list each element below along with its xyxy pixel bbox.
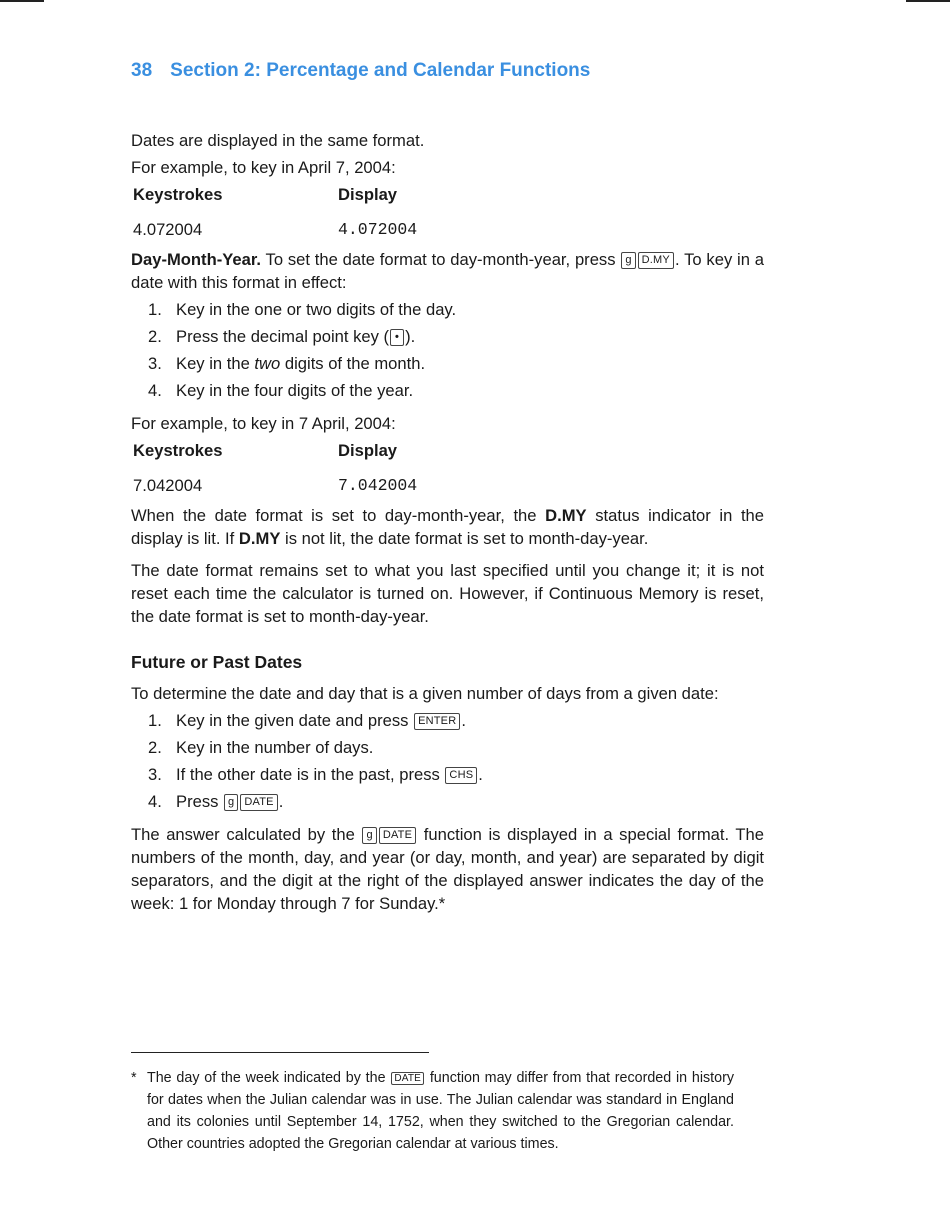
date-key-icon: DATE: [379, 827, 416, 844]
table-header-display: Display: [338, 441, 398, 460]
steps-list-dmy: [131, 298, 764, 406]
steps-list-future: [131, 709, 764, 817]
g-key-icon: g: [362, 827, 376, 844]
date-key-icon: DATE: [240, 794, 277, 811]
list-item: [131, 790, 764, 817]
chs-key-icon: CHS: [445, 767, 477, 784]
text-run: The day of the week indicated by the: [147, 1070, 391, 1086]
list-text: Key in the one or two digits of the day.: [176, 300, 457, 319]
list-number: 1.: [148, 300, 162, 319]
enter-key-icon: ENTER: [414, 713, 460, 730]
list-text: Key in the given date and press: [176, 711, 414, 730]
paragraph-determine-date: To determine the date and day that is a given number of days from a given date:: [131, 684, 719, 703]
keystrokes-table-2: [133, 439, 417, 497]
text-run: is not lit, the date format is set to month-day-year.: [280, 529, 649, 548]
dmy-indicator-label: D.MY: [545, 506, 587, 525]
page-header: [131, 58, 590, 84]
keystrokes-table-1: [133, 183, 417, 241]
dmy-key-icon: D.MY: [638, 252, 674, 269]
date-key-icon: DATE: [391, 1072, 424, 1085]
g-key-icon: g: [621, 252, 635, 269]
g-key-icon: g: [224, 794, 238, 811]
list-number: 4.: [148, 792, 162, 811]
decimal-point-key-icon: •: [390, 329, 404, 346]
list-item: [131, 379, 764, 406]
table-cell-display: 4.072004: [338, 220, 418, 239]
table-cell-display: 7.042004: [338, 476, 418, 495]
list-number: 3.: [148, 354, 162, 373]
dmy-text-2: . To key in a date with this format in effect:: [131, 250, 764, 292]
table-header-display: Display: [338, 185, 398, 204]
list-text: Press: [176, 792, 224, 811]
footnote-marker: *: [438, 894, 446, 913]
list-number: 2.: [148, 327, 162, 346]
list-item: [131, 709, 764, 736]
list-number: 3.: [148, 765, 162, 784]
list-text: Key in the number of days.: [176, 738, 374, 757]
footnote: [131, 1067, 734, 1155]
crop-mark-right: [906, 0, 950, 2]
page-number: 38: [131, 60, 153, 81]
table-header-keystrokes: Keystrokes: [133, 185, 223, 204]
list-item: [131, 736, 764, 763]
text-run: When the date format is set to day-month-year, the: [131, 506, 546, 525]
text-run: status indicator in the display is lit. If: [131, 506, 765, 548]
list-number: 1.: [148, 711, 162, 730]
list-text: If the other date is in the past, press: [176, 765, 445, 784]
paragraph-dates-format: Dates are displayed in the same format.: [131, 131, 425, 150]
list-text: ).: [405, 327, 416, 346]
list-text: digits of the month.: [280, 354, 426, 373]
list-number: 2.: [148, 738, 162, 757]
section-title: Section 2: Percentage and Calendar Functions: [170, 60, 591, 81]
footnote-star: *: [131, 1070, 137, 1086]
section-heading-future-past: Future or Past Dates: [131, 652, 303, 672]
text-run: function is displayed in a special format. The numbers of the month, day, and year (or day, month, and year) are separated by digit separators, and the digit at the right of the displayed answer indicates the day of the week: 1 for Monday through 7 for Sunday.: [131, 825, 765, 913]
list-item: [131, 298, 764, 325]
page-body: [131, 129, 764, 924]
list-text: .: [461, 711, 466, 730]
footnote-divider: [131, 1052, 429, 1053]
paragraph-day-month-year: [131, 248, 764, 294]
list-text: Key in the four digits of the year.: [176, 381, 414, 400]
footnote-text: [131, 1067, 734, 1155]
text-run: The answer calculated by the: [131, 825, 362, 844]
dmy-text-1: To set the date format to day-month-year, press: [261, 250, 621, 269]
table-cell-keystroke: 4.072004: [133, 220, 203, 239]
paragraph-example-april: For example, to key in April 7, 2004:: [131, 158, 396, 177]
table-cell-keystroke: 7.042004: [133, 476, 203, 495]
list-text: Key in the: [176, 354, 255, 373]
paragraph-dmy-indicator: [131, 504, 764, 550]
paragraph-example-7-april: For example, to key in 7 April, 2004:: [131, 414, 396, 433]
emphasis-two: two: [254, 354, 281, 373]
list-text: .: [478, 765, 483, 784]
dmy-indicator-label: D.MY: [238, 529, 281, 548]
dmy-heading: Day-Month-Year.: [131, 250, 262, 269]
crop-mark-left: [0, 0, 44, 2]
list-item: [131, 352, 764, 379]
paragraph-format-remains: The date format remains set to what you last specified until you change it; it is not reset each time the calculator is turned on. However, if Continuous Memory is reset, the date format is set to month-day-year.: [131, 561, 764, 626]
text-run: function may differ from that recorded in history for dates when the Julian calendar was in use. The Julian calendar was standard in England and its colonies until September 14, 1752, when they switched to the Gregorian calendar. Other countries adopted the Gregorian calendar at various times.: [147, 1070, 734, 1152]
list-item: [131, 325, 764, 352]
table-header-keystrokes: Keystrokes: [133, 441, 223, 460]
list-text: .: [278, 792, 284, 811]
list-item: [131, 763, 764, 790]
list-text: Press the decimal point key (: [176, 327, 390, 346]
list-number: 4.: [148, 381, 162, 400]
paragraph-answer-format: [131, 823, 764, 915]
